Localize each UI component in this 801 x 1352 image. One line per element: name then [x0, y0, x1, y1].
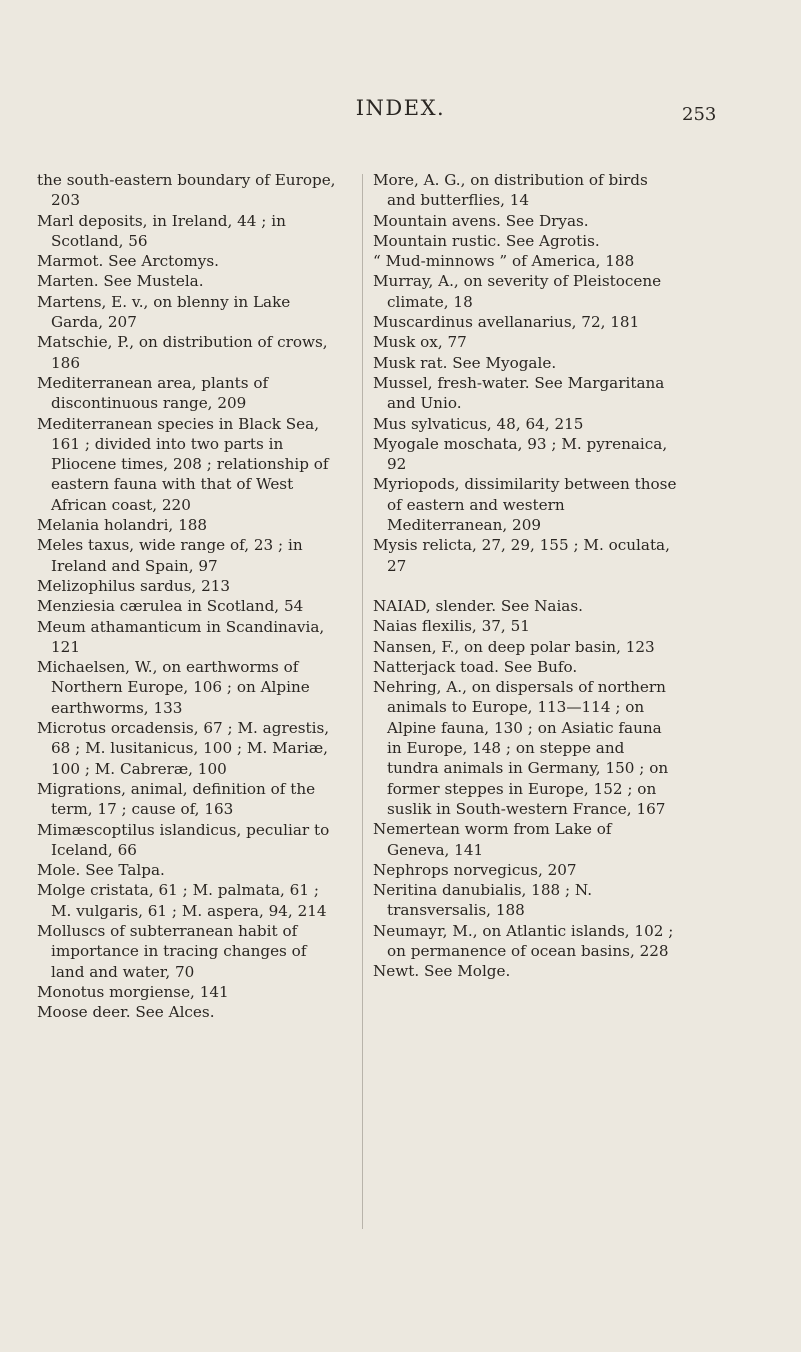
index-entry: Mountain avens. See Dryas. — [373, 211, 589, 230]
index-entry: Naias flexilis, 37, 51 — [373, 617, 530, 636]
index-entry: Moose deer. See Alces. — [37, 1003, 215, 1022]
index-entry: Musk ox, 77 — [373, 333, 467, 352]
index-entry: More, A. G., on distribution of birds and butterflies, 14 — [373, 171, 648, 210]
index-entry: Meles taxus, wide range of, 23 ; in Ireland and Spain, 97 — [37, 536, 303, 575]
column-divider — [362, 174, 363, 1229]
index-entry: Neritina danubialis, 188 ; N. transversalis, 188 — [373, 881, 593, 920]
index-entry: Mediterranean species in Black Sea, 161 ; divided into two parts in Pliocene times, 208 ; relationship of eastern fauna with that of West African coast, 220 — [37, 414, 329, 514]
index-entry: Mus sylvaticus, 48, 64, 215 — [373, 414, 584, 433]
index-column-left — [37, 170, 342, 1022]
index-entry: Microtus orcadensis, 67 ; M. agrestis, 68 ; M. lusitanicus, 100 ; M. Mariæ, 100 ; M. Cabreræ, 100 — [37, 719, 330, 778]
index-entry: Martens, E. v., on blenny in Lake Garda, 207 — [37, 292, 291, 332]
index-entry: Mussel, fresh-water. See Margaritana and Unio. — [373, 373, 665, 413]
index-entry: the south-eastern boundary of Europe, 203 — [37, 171, 336, 210]
index-entry: Nansen, F., on deep polar basin, 123 — [373, 637, 655, 656]
index-entry: Nephrops norvegicus, 207 — [373, 860, 577, 879]
index-entry: Marl deposits, in Ireland, 44 ; in Scotland, 56 — [37, 211, 286, 250]
index-entry: “ Mud-minnows ” of America, 188 — [373, 252, 635, 271]
index-entry: NAIAD, slender. See Naias. — [373, 596, 583, 615]
index-entry: Musk rat. See Myogale. — [373, 353, 557, 372]
index-entry: Migrations, animal, definition of the term, 17 ; cause of, 163 — [37, 779, 316, 819]
index-entry: Michaelsen, W., on earthworms of Northern Europe, 106 ; on Alpine earthworms, 133 — [37, 658, 310, 717]
index-entry: Nehring, A., on dispersals of northern animals to Europe, 113—114 ; on Alpine fauna, 130 ; on Asiatic fauna in Europe, 148 ; on steppe and tundra animals in Germany, 150 ; on former steppes in Europe, 152 ; on suslik in South-western France, 167 — [373, 678, 669, 818]
index-entry: Matschie, P., on distribution of crows, 186 — [37, 333, 328, 372]
index-entry: Molluscs of subterranean habit of importance in tracing changes of land and water, 70 — [37, 921, 307, 981]
index-entry: Mediterranean area, plants of discontinuous range, 209 — [37, 373, 269, 413]
index-entry: Marten. See Mustela. — [37, 272, 204, 291]
index-entry: Natterjack toad. See Bufo. — [373, 657, 578, 676]
index-entry: Monotus morgiense, 141 — [37, 982, 229, 1001]
index-entry: Myriopods, dissimilarity between those of eastern and western Mediterranean, 209 — [373, 475, 677, 535]
index-entry: Mole. See Talpa. — [37, 861, 165, 880]
index-entry: Muscardinus avellanarius, 72, 181 — [373, 313, 640, 332]
index-entry: Neumayr, M., on Atlantic islands, 102 ; on permanence of ocean basins, 228 — [373, 921, 674, 960]
index-entry: Newt. See Molge. — [373, 962, 511, 981]
index-entry: Murray, A., on severity of Pleistocene climate, 18 — [373, 272, 662, 311]
index-column-right — [373, 170, 678, 982]
page-header: INDEX. — [355, 96, 446, 120]
index-entry: Mysis relicta, 27, 29, 155 ; M. oculata, 27 — [373, 536, 670, 575]
index-entry: Nemertean worm from Lake of Geneva, 141 — [373, 820, 612, 859]
index-entry: Melania holandri, 188 — [37, 516, 208, 535]
index-entry: Mimæscoptilus islandicus, peculiar to Iceland, 66 — [37, 820, 330, 859]
index-entry: Myogale moschata, 93 ; M. pyrenaica, 92 — [373, 434, 668, 474]
index-entry: Molge cristata, 61 ; M. palmata, 61 ; M. vulgaris, 61 ; M. aspera, 94, 214 — [37, 881, 327, 920]
index-entry: Melizophilus sardus, 213 — [37, 576, 231, 595]
index-entry: Marmot. See Arctomys. — [37, 252, 219, 271]
section-gap — [373, 576, 678, 596]
page-number: 253 — [682, 104, 717, 125]
index-entry: Menziesia cærulea in Scotland, 54 — [37, 597, 304, 616]
index-entry: Meum athamanticum in Scandinavia, 121 — [37, 617, 325, 656]
index-entry: Mountain rustic. See Agrotis. — [373, 231, 600, 250]
